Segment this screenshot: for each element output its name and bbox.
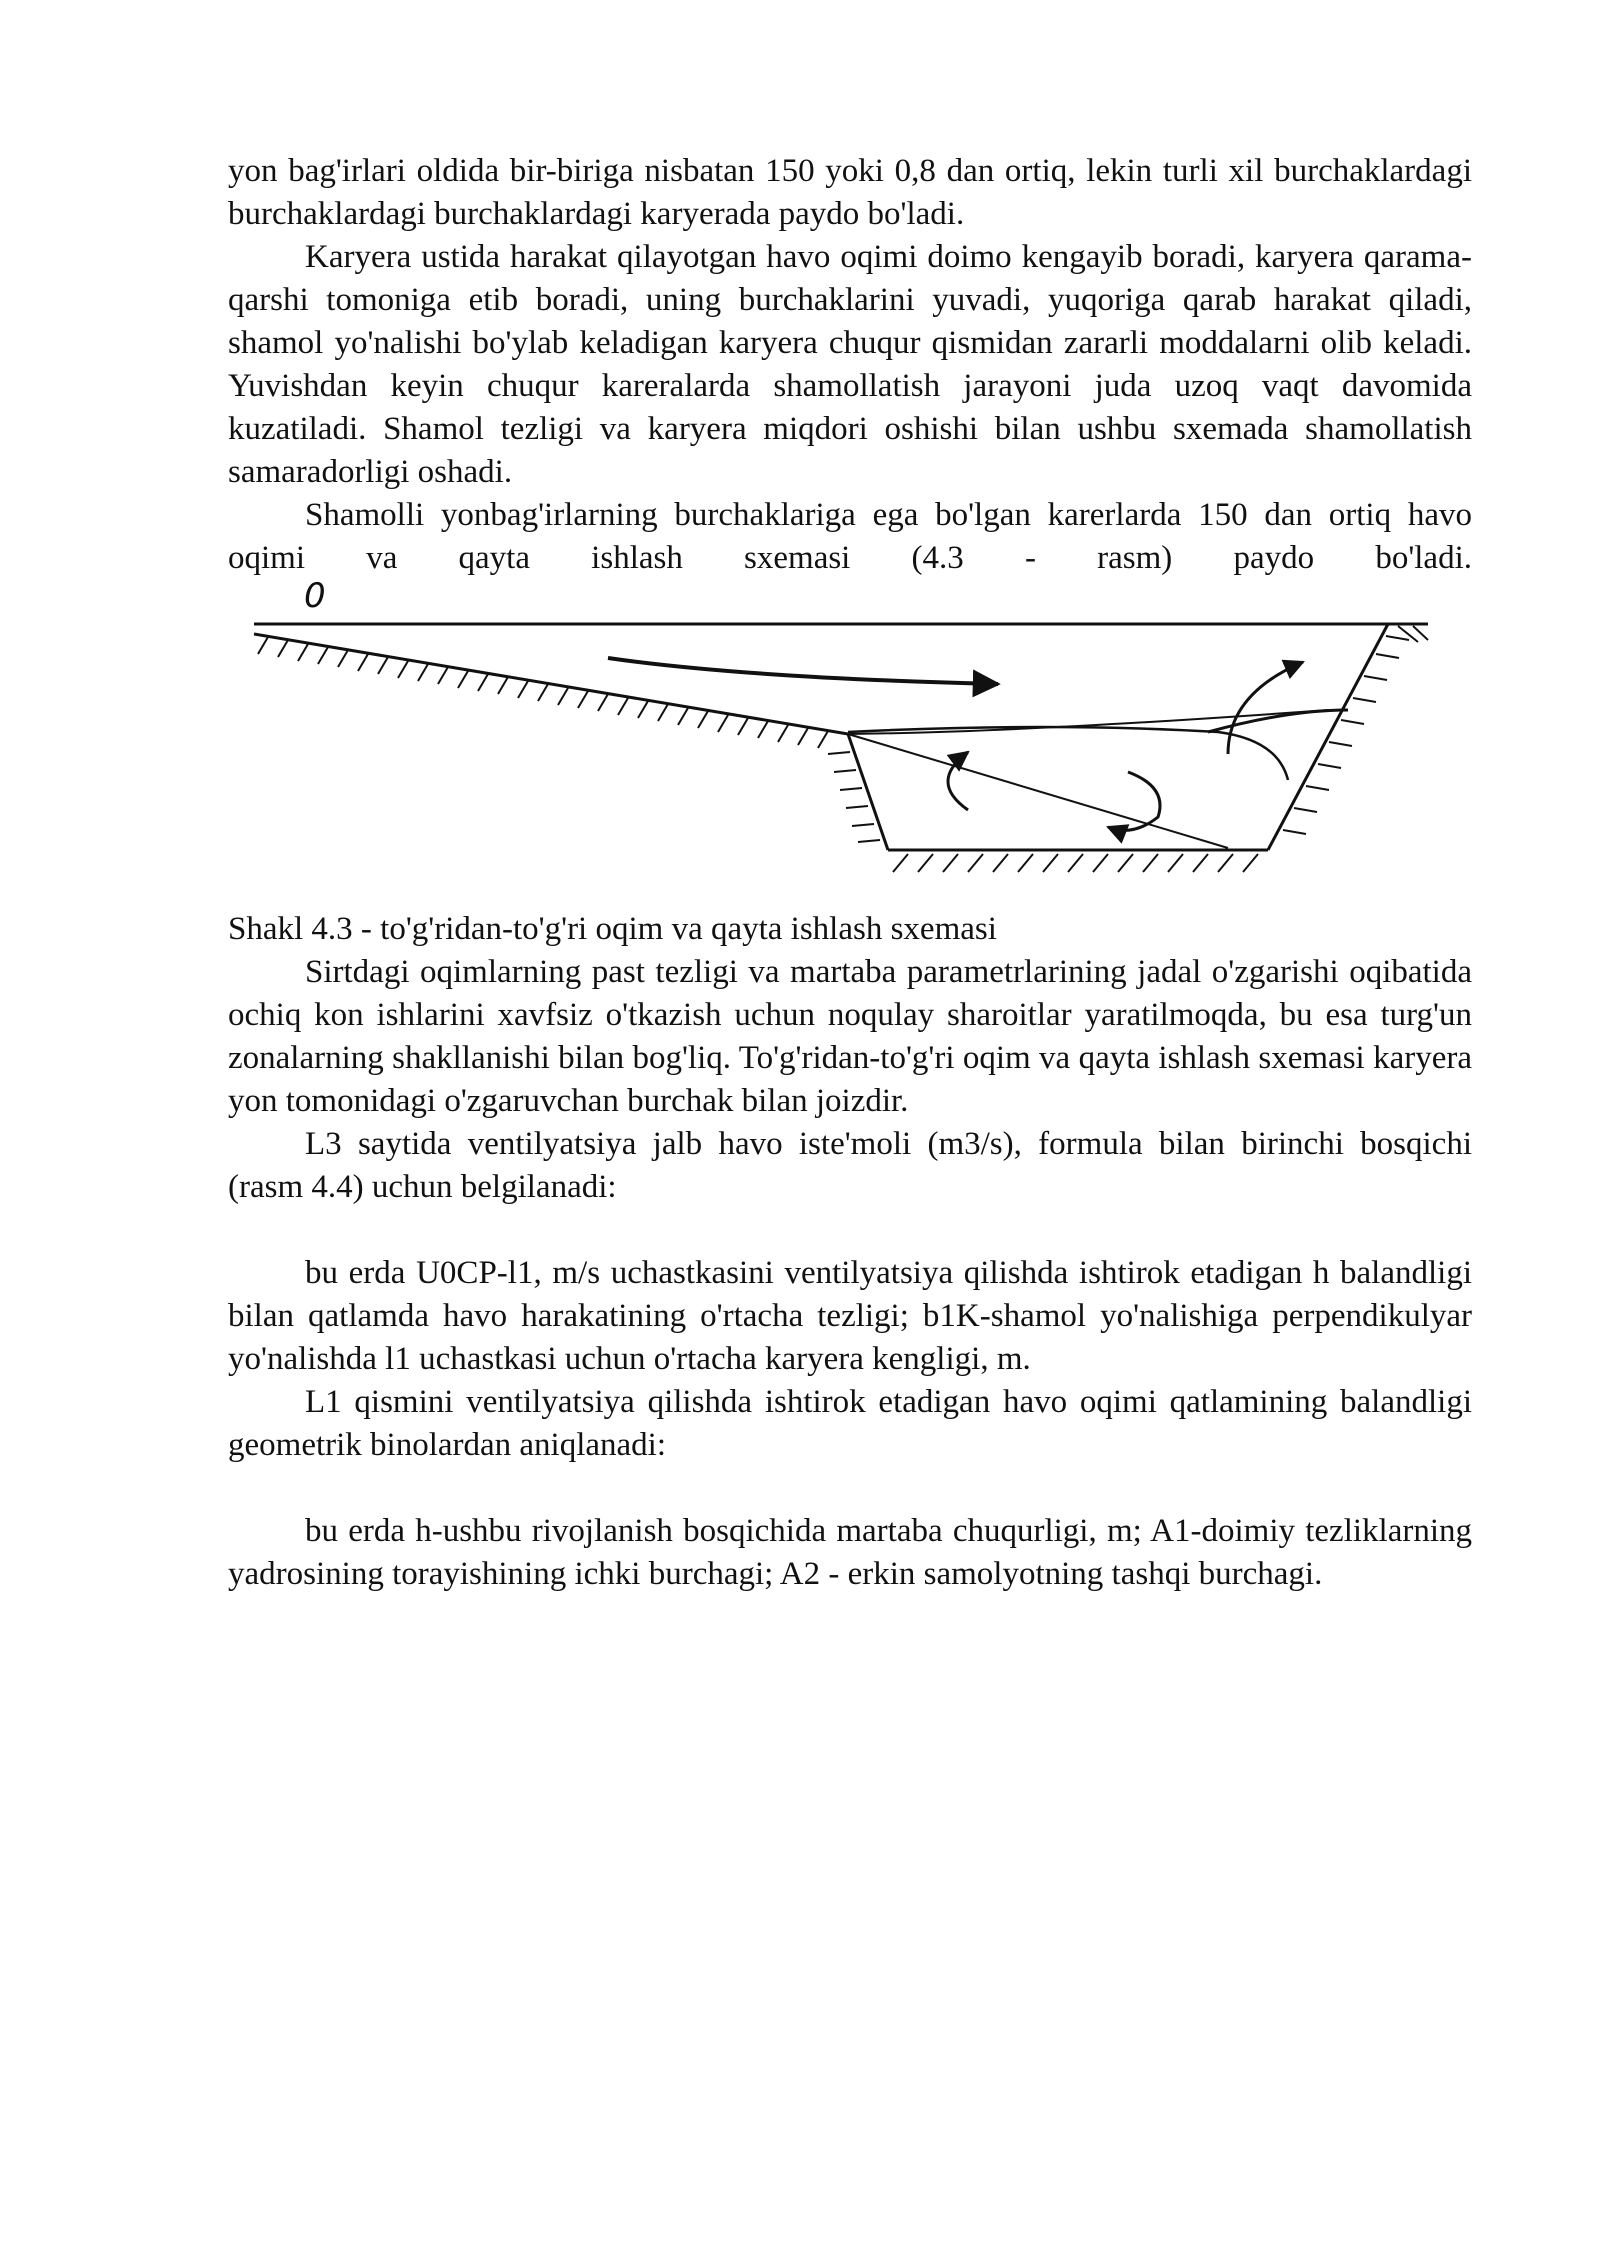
pit-right-wall [1268,624,1388,850]
recirculation-arrow-right [1108,772,1160,830]
pit-right-hatch [1283,626,1428,834]
surface-flow-arrow [608,658,998,684]
ground-slope [254,634,848,734]
paragraph-formula1-explanation: bu erda U0CP-l1, m/s uchastkasini ventilyatsiya qilishda ishtirok etadigan h balandligi bilan qatlamda havo harakatining o'rtacha tezligi; b1K-shamol yo'nalishiga perpendikulyar yo'nalishda l1 uchastkasi uchun o'rtacha karyera kengligi, m. [228,1255,1472,1377]
diagonal-line [848,734,1228,848]
recirculation-arrow-left [948,752,968,810]
formula-placeholder-1 [228,1209,1472,1252]
pit-left-hatch [828,752,880,842]
paragraph-scheme-intro: Shamolli yonbag'irlarning burchaklariga ega bo'lgan karerlarda 150 dan ortiq havo oqimi va qayta ishlash sxemasi (4.3 - rasm) paydo bo'ladi. [228,497,1472,576]
formula-placeholder-2 [228,1467,1472,1510]
upper-inner-line [848,710,1328,734]
figure-caption: Shakl 4.3 - to'g'ridan-to'g'ri oqim va qayta ishlash sxemasi [228,911,997,947]
figure-4-3 [228,576,1472,900]
pit-bottom-hatch [893,854,1258,872]
paragraph-air-flow: Karyera ustida harakat qilayotgan havo oqimi doimo kengayib boradi, karyera qarama-qarshi tomoniga etib boradi, uning burchaklarini yuvadi, yuqoriga qarab harakat qiladi, shamol yo'nalishi bo'ylab keladigan karyera chuqur qismidan zararli moddalarni olib keladi. Yuvishdan keyin chuqur kareralarda shamollatish jarayoni juda uzoq vaqt davomida kuzatiladi. Shamol tezligi va karyera miqdori oshishi bilan ushbu sxemada shamollatish samaradorligi oshadi. [228,239,1472,490]
figure-label: 0 [304,576,326,616]
pit-left-wall [848,734,888,850]
paragraph-l3-consumption: L3 saytida ventilyatsiya jalb havo iste'moli (m3/s), formula bilan birinchi bosqichi (rasm 4.4) uchun belgilanadi: [228,1126,1472,1205]
pit-flow-diagram [228,582,1472,900]
document-page [228,150,1472,1596]
ground-hatch-left [258,637,828,748]
paragraph-conditions: Sirtdagi oqimlarning past tezligi va martaba parametrlarining jadal o'zgarishi oqibatida ochiq kon ishlarini xavfsiz o'tkazish uchun noqulay sharoitlar yaratilmoqda, bu esa turg'un zonalarning shakllanishi bilan bog'liq. To'g'ridan-to'g'ri oqim va qayta ishlash sxemasi karyera yon tomonidagi o'zgaruvchan burchak bilan joizdir. [228,954,1472,1119]
paragraph-l1-height: L1 qismini ventilyatsiya qilishda ishtirok etadigan havo oqimi qatlamining balandligi geometrik binolardan aniqlanadi: [228,1384,1472,1463]
paragraph-continuation: yon bag'irlari oldida bir-biriga nisbatan 150 yoki 0,8 dan ortiq, lekin turli xil burchaklardagi burchaklardagi burchaklardagi karyerada paydo bo'ladi. [228,153,1472,232]
paragraph-formula2-explanation: bu erda h-ushbu rivojlanish bosqichida martaba chuqurligi, m; A1-doimiy tezliklarning yadrosining torayishining ichki burchagi; A2 - erkin samolyotning tashqi burchagi. [228,1513,1472,1592]
outflow-arrow [1228,662,1303,754]
